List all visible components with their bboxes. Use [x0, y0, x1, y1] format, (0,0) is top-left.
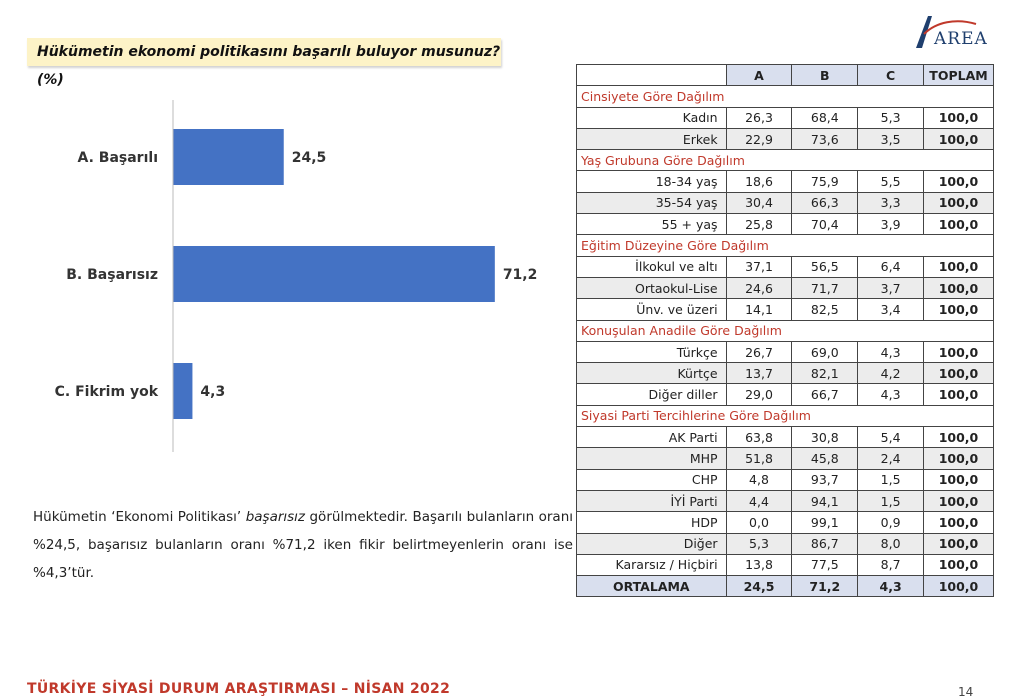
table-row — [577, 128, 994, 149]
table-cell: 4,3 — [858, 341, 924, 362]
section-row — [577, 150, 994, 171]
table-cell: 66,7 — [792, 384, 858, 405]
logo-text: AREA — [934, 29, 988, 49]
description-part1: Hükümetin ‘Ekonomi Politikası’ — [33, 509, 246, 525]
table-row — [577, 107, 994, 128]
table-cell: 26,3 — [726, 107, 792, 128]
table-cell: 100,0 — [924, 363, 994, 384]
category-label: B. Başarısız — [66, 267, 158, 283]
table-row — [577, 192, 994, 213]
description — [33, 503, 573, 587]
table-cell: 100,0 — [924, 107, 994, 128]
table-cell: 100,0 — [924, 448, 994, 469]
table-row — [577, 171, 994, 192]
table-cell: 51,8 — [726, 448, 792, 469]
table-cell: 3,3 — [858, 192, 924, 213]
row-label: Diğer diller — [577, 384, 727, 405]
row-label: CHP — [577, 469, 727, 490]
value-label: 24,5 — [291, 150, 327, 166]
bar-2 — [173, 246, 495, 302]
row-label: MHP — [577, 448, 727, 469]
table-cell: 30,8 — [792, 427, 858, 448]
table-cell: 4,3 — [858, 384, 924, 405]
description-italic: başarısız — [245, 509, 306, 525]
table-cell: 4,8 — [726, 469, 792, 490]
table-row — [577, 490, 994, 511]
table-cell: 45,8 — [792, 448, 858, 469]
table-cell: 82,1 — [792, 363, 858, 384]
table-cell: 5,3 — [726, 533, 792, 554]
row-label: Kadın — [577, 107, 727, 128]
row-label: İlkokul ve altı — [577, 256, 727, 277]
column-header — [577, 65, 727, 86]
table-cell: 93,7 — [792, 469, 858, 490]
table-cell: 8,7 — [858, 554, 924, 575]
table-cell: 29,0 — [726, 384, 792, 405]
table-row — [577, 277, 994, 298]
table-row — [577, 363, 994, 384]
table-row — [577, 256, 994, 277]
row-label: Ünv. ve üzeri — [577, 299, 727, 320]
column-header: C — [858, 65, 924, 86]
table-cell: 13,8 — [726, 554, 792, 575]
table-cell: 30,4 — [726, 192, 792, 213]
table-cell: 5,5 — [858, 171, 924, 192]
section-title: Yaş Grubuna Göre Dağılım — [577, 150, 994, 171]
table-cell: 5,4 — [858, 427, 924, 448]
table-cell: 2,4 — [858, 448, 924, 469]
table-cell: 6,4 — [858, 256, 924, 277]
table-cell: 24,5 — [726, 576, 792, 597]
table-cell: 0,0 — [726, 512, 792, 533]
table-cell: 100,0 — [924, 512, 994, 533]
column-header: A — [726, 65, 792, 86]
table-row — [577, 448, 994, 469]
section-row — [577, 235, 994, 256]
table-row — [577, 341, 994, 362]
chart-title: Hükümetin ekonomi politikasını başarılı buluyor musunuz? (%) — [27, 38, 501, 66]
table-cell: 69,0 — [792, 341, 858, 362]
row-label: Ortaokul-Lise — [577, 277, 727, 298]
table-cell: 8,0 — [858, 533, 924, 554]
table-cell: 56,5 — [792, 256, 858, 277]
table-cell: 70,4 — [792, 214, 858, 235]
table-row — [577, 533, 994, 554]
bar-chart — [0, 80, 560, 460]
row-label: Kürtçe — [577, 363, 727, 384]
section-row — [577, 86, 994, 107]
table-cell: 100,0 — [924, 533, 994, 554]
table-cell: ORTALAMA — [577, 576, 727, 597]
table-cell: 100,0 — [924, 469, 994, 490]
bar-1 — [173, 129, 284, 185]
table-cell: 94,1 — [792, 490, 858, 511]
description-part2: görülmektedir. Başarılı bulanların oranı %24,5, başarısız bulanların oranı %71,2 iken fikir belirtmeyenlerin oranı ise %4,3’tür. — [33, 509, 574, 581]
table-cell: 71,7 — [792, 277, 858, 298]
table-cell: 5,3 — [858, 107, 924, 128]
table-cell: 86,7 — [792, 533, 858, 554]
table-cell: 3,7 — [858, 277, 924, 298]
table-cell: 14,1 — [726, 299, 792, 320]
table-cell: 100,0 — [924, 214, 994, 235]
table-cell: 77,5 — [792, 554, 858, 575]
row-label: 55 + yaş — [577, 214, 727, 235]
table-cell: 100,0 — [924, 384, 994, 405]
table-row — [577, 299, 994, 320]
table-cell: 4,4 — [726, 490, 792, 511]
section-title: Eğitim Düzeyine Göre Dağılım — [577, 235, 994, 256]
column-header: TOPLAM — [924, 65, 994, 86]
row-label: AK Parti — [577, 427, 727, 448]
row-label: 35-54 yaş — [577, 192, 727, 213]
table-cell: 73,6 — [792, 128, 858, 149]
table-cell: 3,4 — [858, 299, 924, 320]
table-row — [577, 512, 994, 533]
section-row — [577, 320, 994, 341]
table-row — [577, 469, 994, 490]
table-cell: 4,3 — [858, 576, 924, 597]
table-cell: 1,5 — [858, 490, 924, 511]
table-cell: 100,0 — [924, 554, 994, 575]
row-label: İYİ Parti — [577, 490, 727, 511]
table-cell: 26,7 — [726, 341, 792, 362]
section-title: Siyasi Parti Tercihlerine Göre Dağılım — [577, 405, 994, 426]
table-row — [577, 384, 994, 405]
table-row — [577, 214, 994, 235]
bar-3 — [173, 363, 192, 419]
row-label: Kararsız / Hiçbiri — [577, 554, 727, 575]
table-cell: 3,5 — [858, 128, 924, 149]
table-cell: 68,4 — [792, 107, 858, 128]
table-cell: 3,9 — [858, 214, 924, 235]
value-label: 71,2 — [502, 267, 538, 283]
table-cell: 1,5 — [858, 469, 924, 490]
row-label: Erkek — [577, 128, 727, 149]
table-cell: 37,1 — [726, 256, 792, 277]
table-cell: 71,2 — [792, 576, 858, 597]
section-title: Konuşulan Anadile Göre Dağılım — [577, 320, 994, 341]
row-label: Türkçe — [577, 341, 727, 362]
table-cell: 25,8 — [726, 214, 792, 235]
row-label: HDP — [577, 512, 727, 533]
page-number: 14 — [958, 685, 974, 699]
table-cell: 100,0 — [924, 128, 994, 149]
category-label: A. Başarılı — [77, 150, 158, 166]
breakdown-table — [576, 64, 994, 597]
table-cell: 22,9 — [726, 128, 792, 149]
category-label: C. Fikrim yok — [54, 384, 158, 400]
table-cell: 100,0 — [924, 299, 994, 320]
table-header-row — [577, 65, 994, 86]
table-cell: 100,0 — [924, 277, 994, 298]
table-cell: 0,9 — [858, 512, 924, 533]
section-row — [577, 405, 994, 426]
table-cell: 75,9 — [792, 171, 858, 192]
table-cell: 100,0 — [924, 171, 994, 192]
table-cell: 82,5 — [792, 299, 858, 320]
table-cell: 99,1 — [792, 512, 858, 533]
row-label: 18-34 yaş — [577, 171, 727, 192]
row-label: Diğer — [577, 533, 727, 554]
table-row — [577, 427, 994, 448]
table-cell: 100,0 — [924, 490, 994, 511]
table-cell: 24,6 — [726, 277, 792, 298]
average-row — [577, 576, 994, 597]
table-cell: 13,7 — [726, 363, 792, 384]
column-header: B — [792, 65, 858, 86]
table-cell: 100,0 — [924, 256, 994, 277]
table-cell: 18,6 — [726, 171, 792, 192]
footer-title: TÜRKİYE SİYASİ DURUM ARAŞTIRMASI – NİSAN 2022 — [27, 681, 451, 697]
table-cell: 4,2 — [858, 363, 924, 384]
table-cell: 66,3 — [792, 192, 858, 213]
table-cell: 100,0 — [924, 192, 994, 213]
value-label: 4,3 — [200, 384, 226, 400]
table-cell: 100,0 — [924, 576, 994, 597]
table-cell: 63,8 — [726, 427, 792, 448]
table-cell: 100,0 — [924, 427, 994, 448]
table-row — [577, 554, 994, 575]
table-cell: 100,0 — [924, 341, 994, 362]
section-title: Cinsiyete Göre Dağılım — [577, 86, 994, 107]
